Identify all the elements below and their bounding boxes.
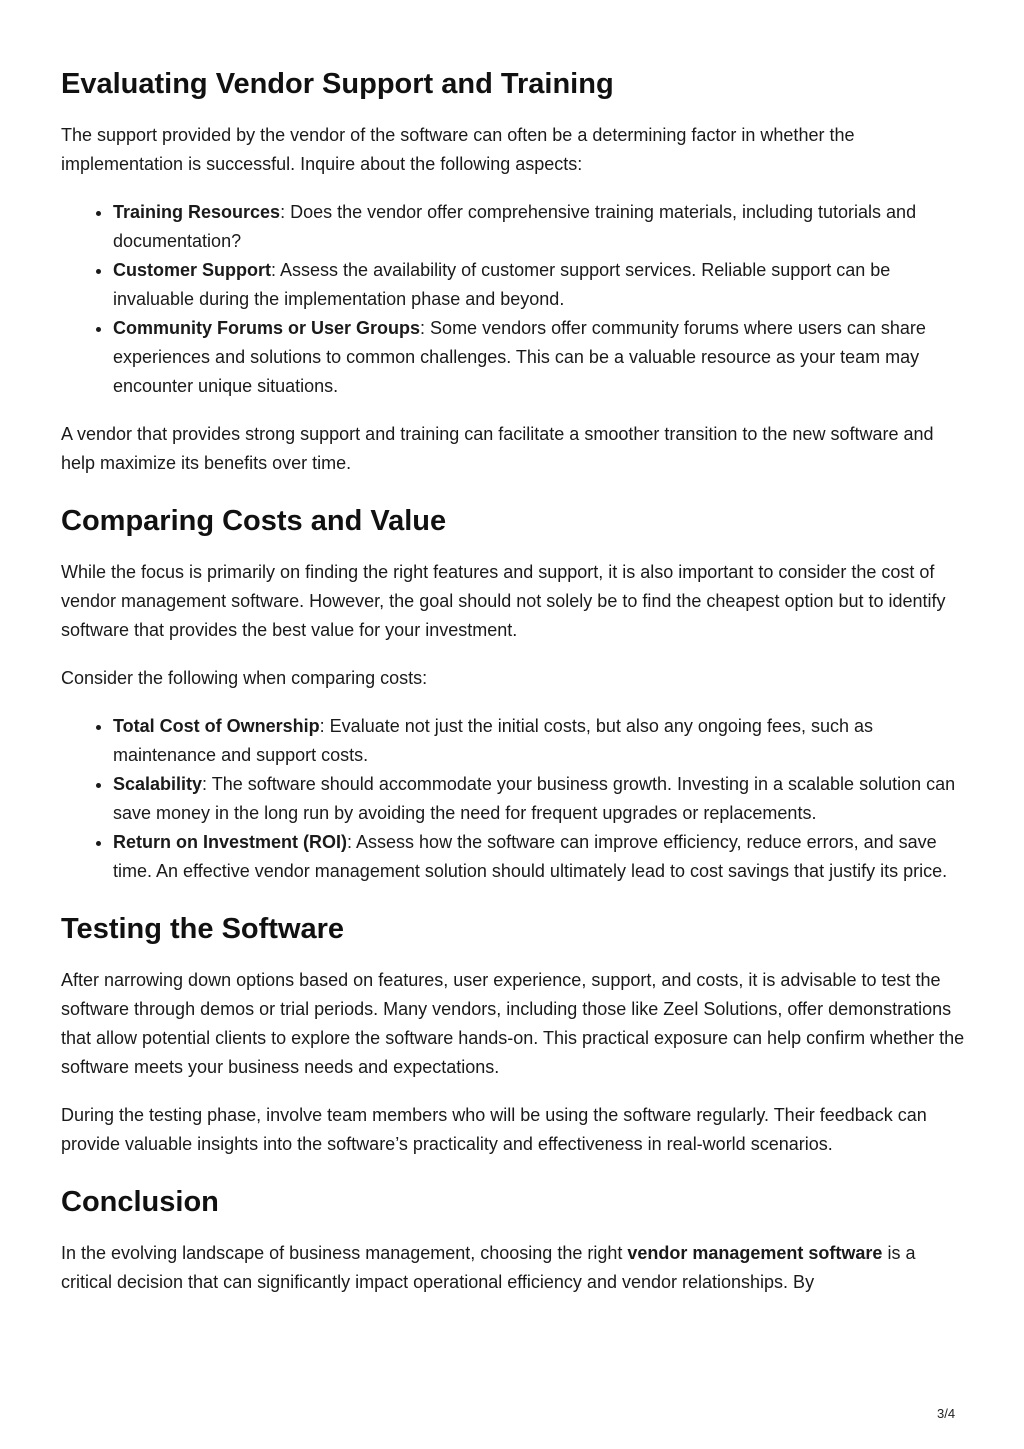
list-item-term: Community Forums or User Groups bbox=[113, 318, 421, 338]
list-item-term: Return on Investment (ROI) bbox=[113, 832, 348, 852]
list-item bbox=[113, 712, 966, 770]
list-item bbox=[113, 198, 966, 256]
list-item bbox=[113, 256, 966, 314]
paragraph-text: In the evolving landscape of business management, choosing the right bbox=[61, 1243, 628, 1263]
bullet-list bbox=[61, 712, 966, 886]
section-paragraph: Consider the following when comparing costs: bbox=[61, 668, 428, 688]
list-item-text: : Evaluate not just the initial costs, but also any ongoing fees, such as maintenance and support costs. bbox=[113, 716, 874, 765]
section-heading: Testing the Software bbox=[61, 913, 345, 945]
section-heading: Conclusion bbox=[61, 1186, 219, 1218]
bullet-list bbox=[61, 198, 966, 401]
section-paragraph: The support provided by the vendor of the software can often be a determining factor in whether the implementation is successful. Inquire about the following aspects: bbox=[61, 125, 855, 174]
section-paragraph: While the focus is primarily on finding the right features and support, it is also important to consider the cost of vendor management software. However, the goal should not solely be to find the cheapest option but to identify software that provides the best value for your investment. bbox=[61, 562, 946, 640]
list-item-term: Scalability bbox=[113, 774, 203, 794]
paragraph-text: is a critical decision that can significantly impact operational efficiency and vendor relationships. By bbox=[61, 1243, 916, 1292]
list-item-term: Total Cost of Ownership bbox=[113, 716, 320, 736]
document-page bbox=[61, 66, 966, 1316]
section-heading: Comparing Costs and Value bbox=[61, 505, 447, 537]
list-item-text: : Assess the availability of customer support services. Reliable support can be invaluable during the implementation phase and beyond. bbox=[113, 260, 891, 309]
list-item-text: : Assess how the software can improve efficiency, reduce errors, and save time. An effective vendor management solution should ultimately lead to cost savings that justify its price. bbox=[113, 832, 948, 881]
list-item-text: : The software should accommodate your business growth. Investing in a scalable solution can save money in the long run by avoiding the need for frequent upgrades or replacements. bbox=[113, 774, 956, 823]
list-item bbox=[113, 770, 966, 828]
list-item bbox=[113, 314, 966, 401]
section-paragraph: During the testing phase, involve team members who will be using the software regularly. Their feedback can provide valuable insights into the software’s practicality and effectiveness in real-world scenarios. bbox=[61, 1105, 927, 1154]
section-paragraph: After narrowing down options based on features, user experience, support, and costs, it is advisable to test the software through demos or trial periods. Many vendors, including those like Zeel Solutions, offer demonstrations that allow potential clients to explore the software hands-on. This practical exposure can help confirm whether the software meets your business needs and expectations. bbox=[61, 970, 965, 1077]
section-paragraph bbox=[61, 1239, 966, 1297]
list-item-term: Customer Support bbox=[113, 260, 272, 280]
list-item-text: : Does the vendor offer comprehensive training materials, including tutorials and documentation? bbox=[113, 202, 917, 251]
section-paragraph: A vendor that provides strong support and training can facilitate a smoother transition to the new software and help maximize its benefits over time. bbox=[61, 424, 934, 473]
list-item-term: Training Resources bbox=[113, 202, 281, 222]
list-item bbox=[113, 828, 966, 886]
paragraph-bold-text: vendor management software bbox=[627, 1243, 883, 1263]
page-number: 3/4 bbox=[937, 1406, 956, 1421]
list-item-text: : Some vendors offer community forums where users can share experiences and solutions to common challenges. This can be a valuable resource as your team may encounter unique situations. bbox=[113, 318, 926, 396]
section-heading: Evaluating Vendor Support and Training bbox=[61, 68, 614, 100]
